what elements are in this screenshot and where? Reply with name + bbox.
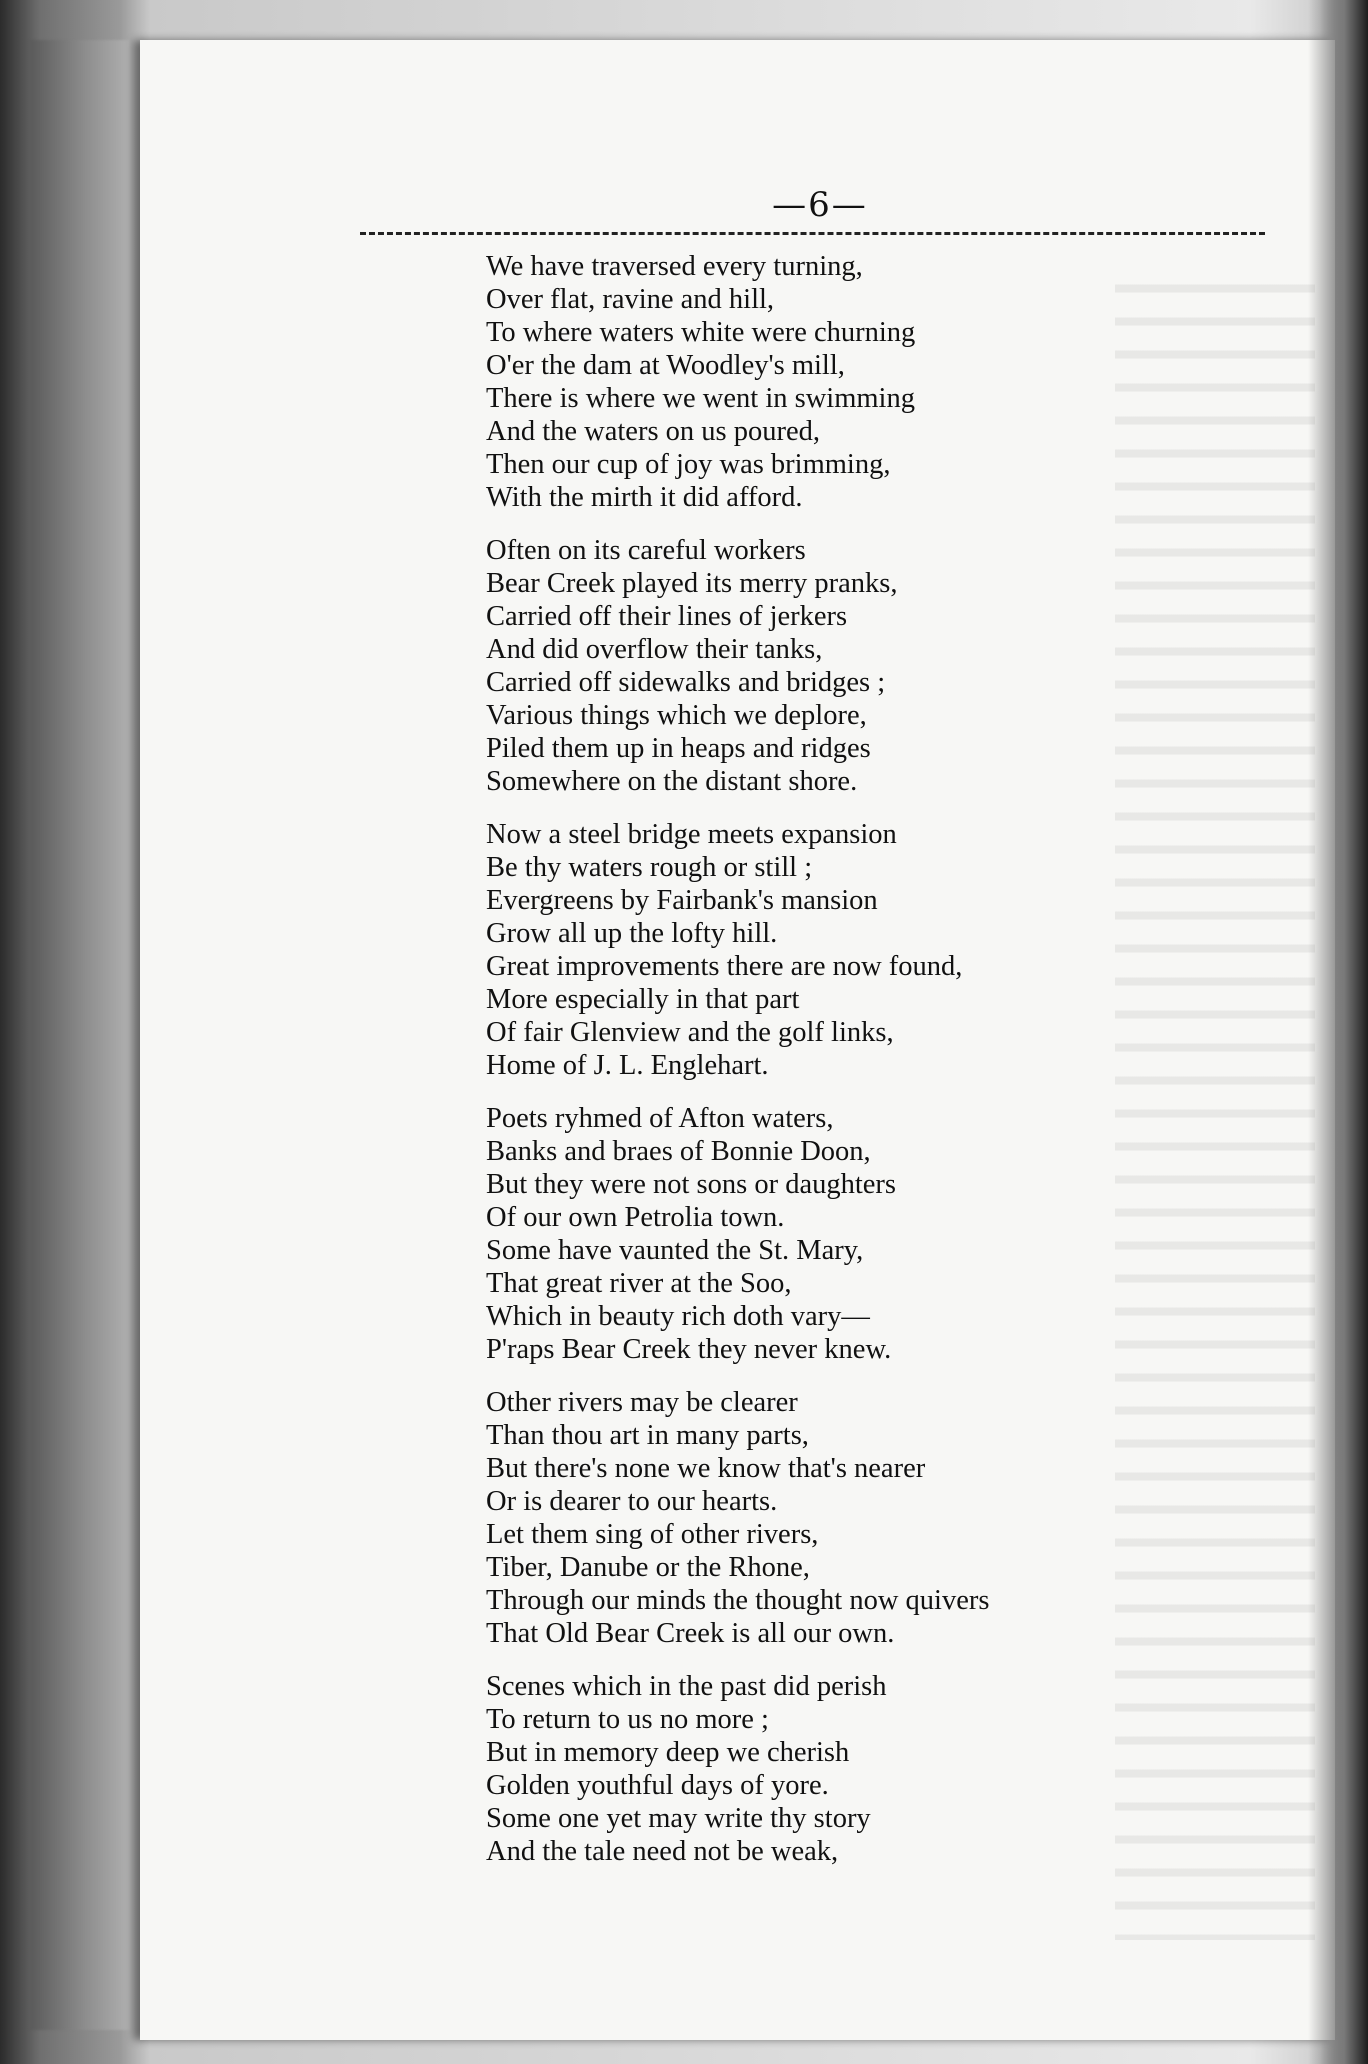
poem-line: That great river at the Soo, — [486, 1268, 792, 1299]
poem-line: Carried off sidewalks and bridges ; — [486, 667, 886, 698]
poem-line: And the tale need not be weak, — [486, 1836, 839, 1867]
binding-edge — [30, 40, 130, 2030]
stanza-3 — [486, 818, 1206, 1082]
poem-line: P'raps Bear Creek they never knew. — [486, 1334, 892, 1365]
poem-line: Banks and braes of Bonnie Doon, — [486, 1136, 871, 1167]
header-rule — [360, 232, 1265, 235]
poem-line: Be thy waters rough or still ; — [486, 852, 813, 883]
poem-line: Through our minds the thought now quivers — [486, 1585, 990, 1616]
poem-line: Other rivers may be clearer — [486, 1387, 798, 1418]
poem-line: Scenes which in the past did perish — [486, 1671, 887, 1702]
stanza-2 — [486, 534, 1206, 798]
poem-line: Some have vaunted the St. Mary, — [486, 1235, 864, 1266]
poem-line: Of fair Glenview and the golf links, — [486, 1017, 894, 1048]
poem-line: And the waters on us poured, — [486, 416, 821, 447]
poem-line: And did overflow their tanks, — [486, 634, 823, 665]
poem-line: Somewhere on the distant shore. — [486, 766, 858, 797]
poem-line: Various things which we deplore, — [486, 700, 867, 731]
poem-line: Home of J. L. Englehart. — [486, 1050, 769, 1081]
poem-line: Carried off their lines of jerkers — [486, 601, 848, 632]
poem-line: Of our own Petrolia town. — [486, 1202, 785, 1233]
poem-line: Let them sing of other rivers, — [486, 1519, 819, 1550]
poem-line: Golden youthful days of yore. — [486, 1770, 829, 1801]
page-number: —6— — [772, 185, 868, 225]
poem-line: That Old Bear Creek is all our own. — [486, 1618, 895, 1649]
poem-line: Grow all up the lofty hill. — [486, 918, 778, 949]
stanza-5 — [486, 1386, 1206, 1650]
poem-line: Tiber, Danube or the Rhone, — [486, 1552, 810, 1583]
poem-line: Bear Creek played its merry pranks, — [486, 568, 898, 599]
poem-line: To return to us no more ; — [486, 1704, 769, 1735]
poem-line: Or is dearer to our hearts. — [486, 1486, 778, 1517]
poem-line: More especially in that part — [486, 984, 800, 1015]
poem-line: But in memory deep we cherish — [486, 1737, 850, 1768]
poem-line: We have traversed every turning, — [486, 251, 863, 282]
page-edge-shadow — [1308, 0, 1368, 2064]
poem-line: To where waters white were churning — [486, 317, 916, 348]
poem-line: With the mirth it did afford. — [486, 482, 803, 513]
poem-line: Then our cup of joy was brimming, — [486, 449, 891, 480]
poem-line: O'er the dam at Woodley's mill, — [486, 350, 845, 381]
poem-line: Over flat, ravine and hill, — [486, 284, 775, 315]
stanza-4 — [486, 1102, 1206, 1366]
poem-line: Piled them up in heaps and ridges — [486, 733, 871, 764]
poem-line: Great improvements there are now found, — [486, 951, 963, 982]
poem-line: Now a steel bridge meets expansion — [486, 819, 897, 850]
poem-line: Some one yet may write thy story — [486, 1803, 871, 1834]
poem-line: Often on its careful workers — [486, 535, 806, 566]
stanza-6 — [486, 1670, 1206, 1868]
poem-line: Evergreens by Fairbank's mansion — [486, 885, 878, 916]
stanza-1 — [486, 250, 1206, 514]
poem — [486, 250, 1206, 1888]
poem-line: But they were not sons or daughters — [486, 1169, 897, 1200]
poem-line: But there's none we know that's nearer — [486, 1453, 926, 1484]
poem-line: Which in beauty rich doth vary— — [486, 1301, 870, 1332]
poem-line: Poets ryhmed of Afton waters, — [486, 1103, 834, 1134]
poem-line: There is where we went in swimming — [486, 383, 915, 414]
poem-line: Than thou art in many parts, — [486, 1420, 809, 1451]
